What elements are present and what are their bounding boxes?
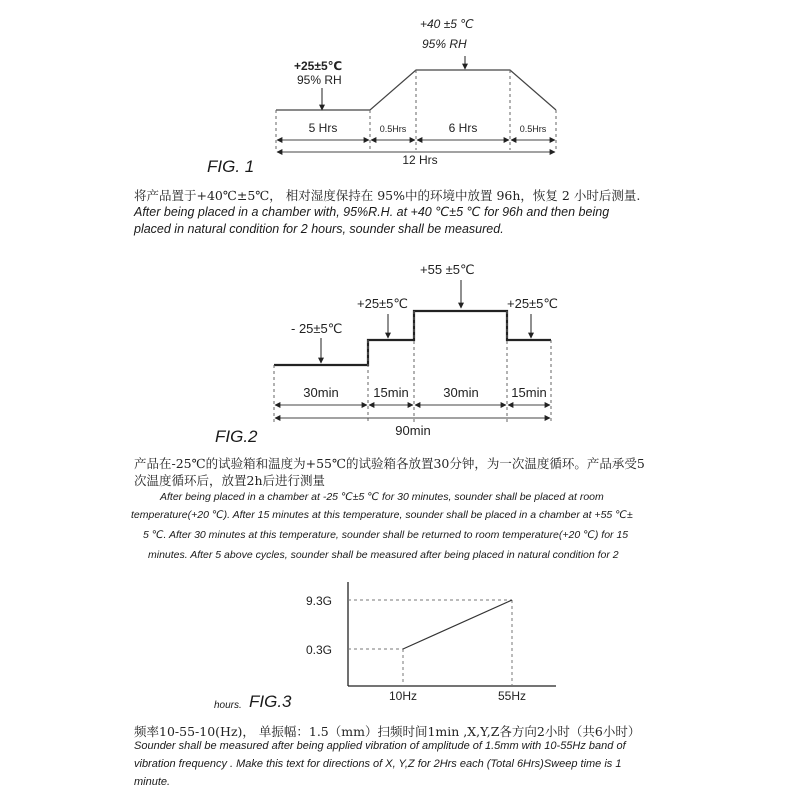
fig3-x-label-2: 55Hz xyxy=(497,689,527,703)
fig2-text-en-3: 5 ℃. After 30 minutes at this temperature, sounder shall be returned to room temperature(+20 ℃) for 15 xyxy=(143,529,629,541)
fig3-y-label-high: 9.3G xyxy=(306,594,333,608)
fig1-text-en-2: placed in natural condition for 2 hours, sounder shall be measured. xyxy=(134,222,504,236)
fig2-segment-1: 30min xyxy=(303,385,339,400)
fig2-segment-2: 15min xyxy=(373,385,409,400)
fig2-segment-3: 30min xyxy=(443,385,479,400)
fig1-top-label-2: 95% RH xyxy=(422,37,467,51)
fig3-caption-prefix: hours. xyxy=(214,700,242,711)
fig3-text-en-2: vibration frequency . Make this text for directions of X, Y,Z for 2Hrs each (Total 6Hrs)Sweep time is 1 xyxy=(134,758,622,770)
fig2-text-cn-2: 次温度循环后，放置2h后进行测量 xyxy=(134,473,326,488)
fig1-caption: FIG. 1 xyxy=(207,157,255,176)
fig2-label-2: +25±5℃ xyxy=(357,296,409,311)
fig2-text-en-1: After being placed in a chamber at -25 ℃±5 ℃ for 30 minutes, sounder shall be placed at room xyxy=(160,491,604,503)
fig1-segment-3: 6 Hrs xyxy=(448,121,478,135)
fig1-total: 12 Hrs xyxy=(402,153,438,167)
fig2-segment-4: 15min xyxy=(511,385,547,400)
fig2-text-cn-1: 产品在-25℃的试验箱和温度为+55℃的试验箱各放置30分钟，为一次温度循环。产品承受5 xyxy=(134,456,645,471)
fig1-left-label-2: 95% RH xyxy=(297,73,342,87)
fig1-text-cn: 将产品置于+40℃±5℃， 相对湿度保持在 95%中的环境中放置 96h，恢复 2 小时后测量. xyxy=(134,188,641,203)
fig2-label-4: +25±5℃ xyxy=(507,296,559,311)
fig3-text-en-3: minute. xyxy=(134,776,171,788)
fig1-segment-2: 0.5Hrs xyxy=(379,124,407,134)
fig1-left-label-1: +25±5℃ xyxy=(294,59,343,73)
fig3-text-en-1: Sounder shall be measured after being applied vibration of amplitude of 1.5mm with 10-55Hz band of xyxy=(134,740,626,752)
fig2-text-en-2: temperature(+20 ℃). After 15 minutes at this temperature, sounder shall be placed in a chamber at +55 ℃± xyxy=(131,509,633,521)
fig3-x-label-1: 10Hz xyxy=(388,689,418,703)
fig3-text-cn: 频率10-55-10(Hz)， 单振幅：1.5（mm）扫频时间1min ,X,Y,Z各方向2小时（共6小时） xyxy=(134,724,641,739)
fig3-y-label-low: 0.3G xyxy=(306,643,333,657)
fig2-label-1: - 25±5℃ xyxy=(291,321,343,336)
fig3-caption: FIG.3 xyxy=(249,692,292,711)
fig1-top-label-1: +40 ±5 ℃ xyxy=(420,17,474,31)
fig2-text-en-4: minutes. After 5 above cycles, sounder shall be measured after being placed in natural condition for 2 xyxy=(148,549,619,561)
fig2-total: 90min xyxy=(395,423,431,438)
fig2-caption: FIG.2 xyxy=(215,427,258,446)
fig2-label-3: +55 ±5℃ xyxy=(420,262,475,277)
fig1-text-en-1: After being placed in a chamber with, 95%R.H. at +40 ℃±5 ℃ for 96h and then being xyxy=(134,205,610,219)
fig1-segment-1: 5 Hrs xyxy=(308,121,338,135)
fig3-sweep-line xyxy=(403,600,512,649)
fig1-segment-4: 0.5Hrs xyxy=(519,124,547,134)
